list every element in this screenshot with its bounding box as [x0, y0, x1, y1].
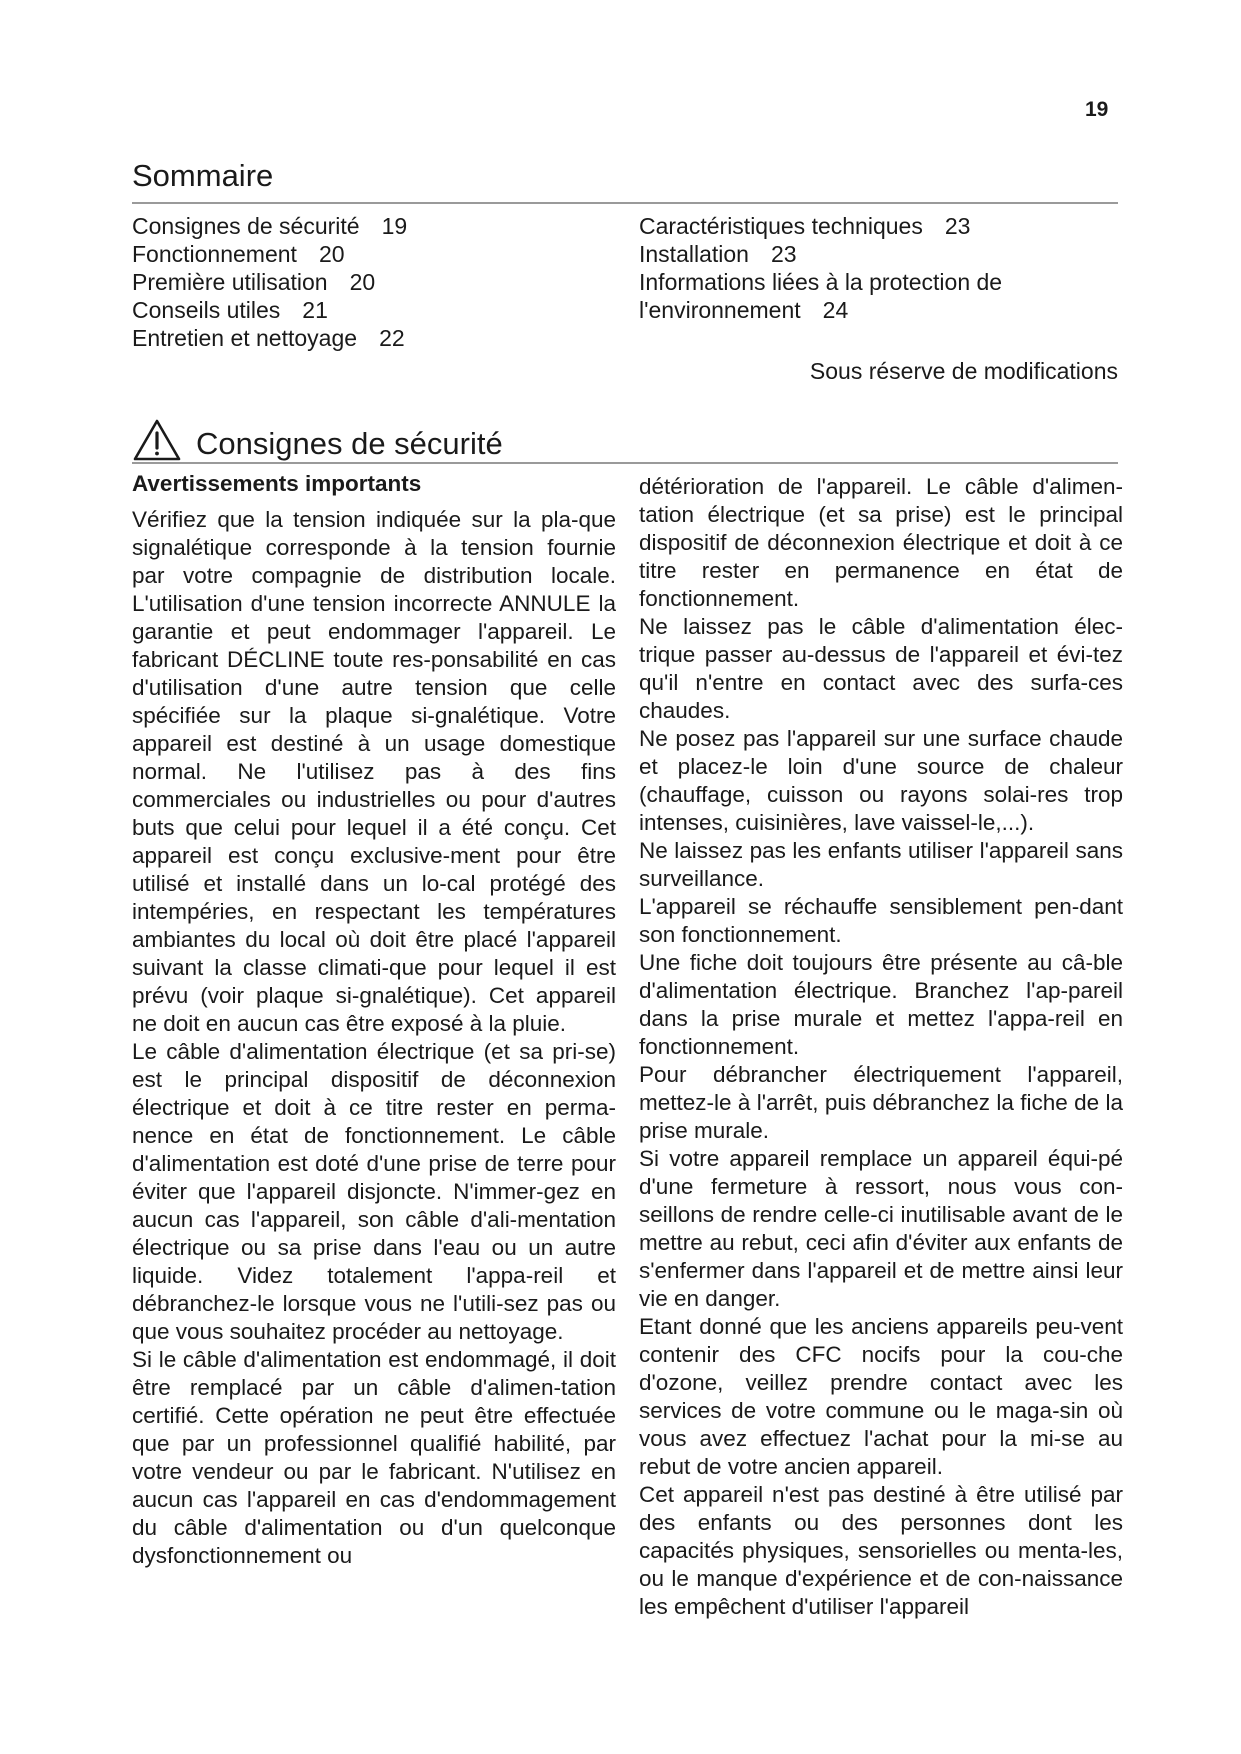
paragraph: détérioration de l'appareil. Le câble d'alimen-tation électrique (et sa prise) est le principal dispositif de déconnexion électrique et doit à ce titre rester en permanence en état de fonctionnement.	[639, 474, 1123, 611]
toc-entry	[639, 240, 1039, 268]
toc-entry-page: 24	[822, 297, 849, 323]
toc-entry	[132, 212, 407, 240]
toc-entry-page: 19	[381, 213, 408, 239]
paragraph: Si le câble d'alimentation est endommagé, il doit être remplacé par un câble d'alimen-tation certifié. Cette opération ne peut être effectuée que par un professionnel qualifié habilité, par votre vendeur ou par le fabricant. N'utilisez en aucun cas l'appareil en cas d'endommagement du câble d'alimentation ou d'un quelconque dysfonctionnement ou	[132, 1347, 616, 1568]
paragraph: Ne laissez pas le câble d'alimentation élec-trique passer au-dessus de l'appareil et évi-tez qu'il n'entre en contact avec des surfa-ces chaudes.	[639, 614, 1123, 723]
toc-entry-page: 20	[318, 241, 345, 267]
toc-entry	[132, 240, 407, 268]
toc-entry	[639, 212, 1039, 240]
toc-entry-label: Conseils utiles	[132, 297, 281, 323]
toc-entry-label: Consignes de sécurité	[132, 213, 360, 239]
paragraph: Une fiche doit toujours être présente au câ-ble d'alimentation électrique. Branchez l'ap-pareil dans la prise murale et mettez l'appa-reil en fonctionnement.	[639, 950, 1123, 1059]
section-divider	[132, 462, 1118, 464]
paragraph: L'appareil se réchauffe sensiblement pen-dant son fonctionnement.	[639, 894, 1123, 947]
toc-left-column	[132, 212, 407, 352]
toc-entry-page: 23	[944, 213, 971, 239]
toc-title: Sommaire	[132, 158, 274, 193]
paragraph: Si votre appareil remplace un appareil équi-pé d'une fermeture à ressort, nous vous con-seillons de rendre celle-ci inutilisable avant de le mettre au rebut, ceci afin d'éviter aux enfants de s'enfermer dans l'appareil et de mettre ainsi leur vie en danger.	[639, 1146, 1123, 1311]
toc-entry	[639, 268, 1039, 324]
toc-entry-label: Première utilisation	[132, 269, 328, 295]
warning-triangle-icon	[132, 418, 182, 462]
toc-entry-label: Entretien et nettoyage	[132, 325, 358, 351]
toc-entry-page: 20	[349, 269, 376, 295]
toc-entry-label: Installation	[639, 241, 749, 267]
toc-entry-page: 22	[379, 325, 405, 351]
section-title: Consignes de sécurité	[196, 425, 503, 461]
reserve-note: Sous réserve de modifications	[809, 358, 1118, 384]
paragraph: Cet appareil n'est pas destiné à être utilisé par des enfants ou des personnes dont les capacités physiques, sensorielles ou menta-les, ou le manque d'expérience et de con-naissance les empêchent d'utiliser l'appareil	[639, 1482, 1123, 1619]
paragraph: Le câble d'alimentation électrique (et sa pri-se) est le principal dispositif de déconnexion électrique et doit à ce titre rester en perma-nence en état de fonctionnement. Le câble d'alimentation est doté d'une prise de terre pour éviter que l'appareil disjoncte. N'immer-gez en aucun cas l'appareil, son câble d'ali-mentation électrique ou sa prise dans l'eau ou un autre liquide. Videz totalement l'appa-reil et débranchez-le lorsque vous ne l'utili-sez pas ou que vous souhaitez procéder au nettoyage.	[132, 1039, 616, 1344]
toc-entry	[132, 296, 407, 324]
paragraph: Vérifiez que la tension indiquée sur la pla-que signalétique corresponde à la tension fournie par votre compagnie de distribution locale. L'utilisation d'une tension incorrecte ANNULE la garantie et peut endommager l'appareil. Le fabricant DÉCLINE toute res-ponsabilité en cas d'utilisation d'une autre tension que celle spécifiée sur la plaque si-gnalétique. Votre appareil est destiné à un usage domestique normal. Ne l'utilisez pas à des fins commerciales ou industrielles ou pour d'autres buts que celui pour lequel il a été conçu. Cet appareil est conçu exclusive-ment pour être utilisé et installé dans un lo-cal protégé des intempéries, en respectant les températures ambiantes du local où doit être placé l'appareil suivant la classe climati-que pour lequel il est prévu (voir plaque si-gnalétique). Cet appareil ne doit en aucun cas être exposé à la pluie.	[132, 507, 616, 1036]
toc-entry-label: Informations liées à la protection de l'environnement	[639, 269, 1003, 323]
toc-entry	[132, 268, 407, 296]
toc-entry-page: 23	[770, 241, 797, 267]
toc-divider	[132, 202, 1118, 204]
toc-entry	[132, 324, 407, 352]
toc-entry-label: Fonctionnement	[132, 241, 297, 267]
paragraph: Etant donné que les anciens appareils peu-vent contenir des CFC nocifs pour la cou-che d'ozone, veillez prendre contact avec les services de votre commune ou le maga-sin où vous avez effectuez l'achat pour la mi-se au rebut de votre ancien appareil.	[639, 1314, 1123, 1479]
text-column-left	[132, 470, 616, 1570]
subheading: Avertissements importants	[132, 471, 422, 496]
text-column-right	[639, 473, 1123, 1621]
safety-section-header	[132, 418, 503, 462]
page-number: 19	[1085, 98, 1109, 121]
paragraph: Ne laissez pas les enfants utiliser l'appareil sans surveillance.	[639, 838, 1123, 891]
paragraph: Ne posez pas l'appareil sur une surface chaude et placez-le loin d'une source de chaleur (chauffage, cuisson ou rayons solai-res trop intenses, cuisinières, lave vaissel-le,...).	[639, 726, 1123, 835]
toc-entry-page: 21	[302, 297, 328, 323]
paragraph: Pour débrancher électriquement l'appareil, mettez-le à l'arrêt, puis débranchez la fiche de la prise murale.	[639, 1062, 1123, 1143]
toc-right-column	[639, 212, 1039, 324]
toc-entry-label: Caractéristiques techniques	[639, 213, 923, 239]
